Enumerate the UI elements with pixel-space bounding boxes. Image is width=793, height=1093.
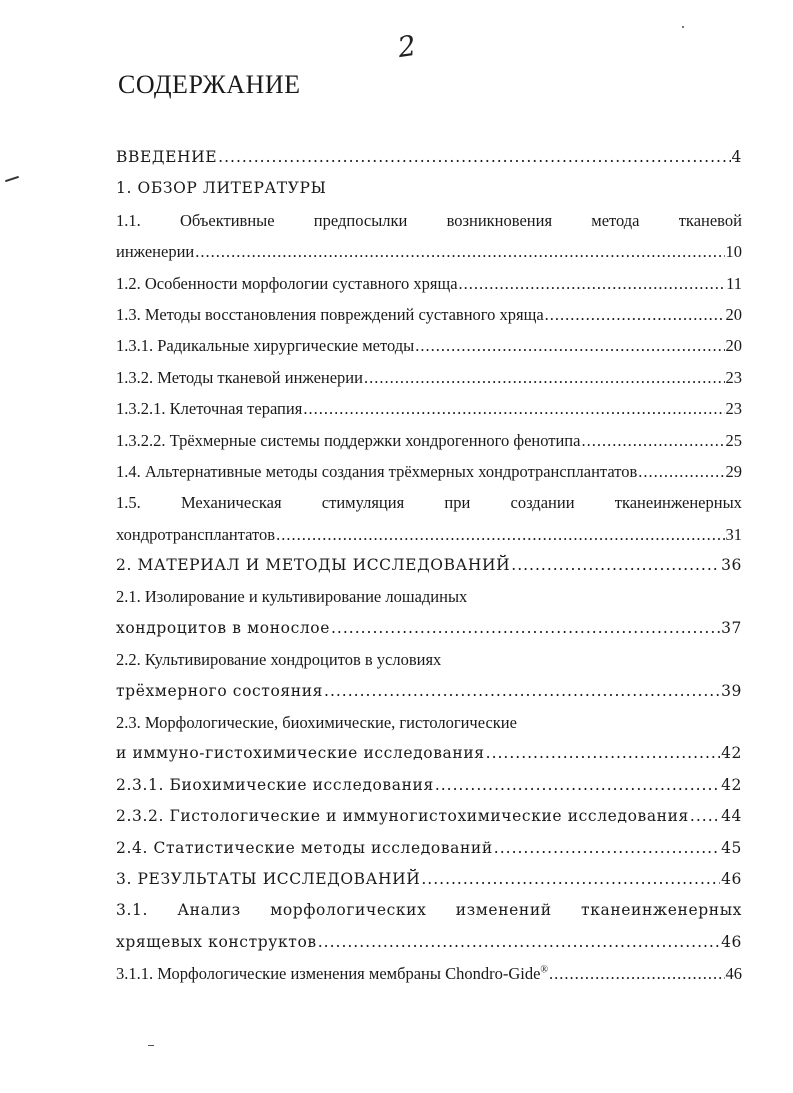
toc-entry: [116, 179, 742, 210]
toc-entry-text: 2.4. Статистические методы исследований: [116, 838, 493, 857]
scan-speck: [148, 1045, 154, 1046]
toc-word: 3.1.: [116, 901, 148, 920]
toc-entry: [116, 744, 742, 775]
toc-entry-text: 1.3.1. Радикальные хирургические методы: [116, 336, 415, 356]
dot-leader: [195, 242, 724, 262]
toc-page-number: 37: [721, 618, 742, 637]
toc-entry-text: 1.3.2.2. Трёхмерные системы поддержки хондрогенного фенотипа: [116, 430, 581, 450]
toc-word: метода: [591, 210, 640, 230]
toc-entry: [116, 933, 742, 964]
toc-page-number: 29: [725, 461, 742, 481]
toc-page-number: 31: [725, 524, 742, 544]
toc-page-number: 4: [731, 148, 742, 166]
toc-entry: [116, 901, 742, 932]
toc-word: 1.1.: [116, 210, 141, 230]
dot-leader: [690, 807, 720, 825]
dot-leader: [549, 964, 724, 984]
toc-entry-text: 1.3.2.1. Клеточная терапия: [116, 399, 303, 419]
dot-leader: [331, 619, 720, 637]
toc-page-number: 20: [725, 336, 742, 356]
toc-entry-text: 2.3.1. Биохимические исследования: [116, 775, 434, 794]
dot-leader: [364, 368, 725, 388]
toc-entry-text: 2. МАТЕРИАЛ И МЕТОДЫ ИССЛЕДОВАНИЙ: [116, 556, 511, 575]
toc-word: при: [444, 493, 471, 513]
toc-page-number: 46: [721, 869, 742, 888]
toc-entry: [116, 148, 742, 179]
toc-entry-text: 3. РЕЗУЛЬТАТЫ ИССЛЕДОВАНИЙ: [116, 869, 421, 888]
dot-leader: [435, 776, 720, 794]
toc-word: 1.5.: [116, 493, 141, 513]
dot-leader: [318, 933, 720, 951]
toc-page-number: 39: [721, 681, 742, 700]
toc-entry: [116, 870, 742, 901]
toc-entry: [116, 336, 742, 367]
toc-word: тканеинженерных: [614, 493, 742, 513]
toc-entry-text: 2.3.2. Гистологические и иммуногистохимические исследования: [116, 807, 689, 826]
toc-page-number: 20: [725, 304, 742, 324]
toc-entry: [116, 242, 742, 273]
toc-entry: [116, 431, 742, 462]
toc-entry-text: 1.3. Методы восстановления повреждений суставного хряща: [116, 304, 544, 324]
toc-entry: [116, 650, 742, 681]
toc-word: изменений: [455, 901, 552, 920]
toc-word: Анализ: [177, 901, 241, 920]
toc-entry: [116, 713, 742, 744]
toc-page-number: 42: [721, 744, 742, 763]
toc-word: Объективные: [179, 210, 275, 230]
toc-entry-text: хрящевых конструктов: [116, 932, 317, 951]
toc-entry: [116, 368, 742, 399]
page-title: СОДЕРЖАНИЕ: [118, 70, 301, 99]
toc-entry-text: 1.3.2. Методы тканевой инженерии: [116, 367, 363, 387]
dot-leader: [324, 682, 720, 700]
toc-page-number: 23: [725, 367, 742, 387]
scan-speck: [682, 26, 684, 28]
toc-entry-text: хондроцитов в монослое: [116, 618, 330, 637]
toc-entry-text: хондротрансплантатов: [116, 524, 276, 544]
toc-entry-text: и иммуно-гистохимические исследования: [116, 744, 485, 763]
margin-mark: [5, 176, 19, 182]
dot-leader: [494, 839, 720, 857]
toc-entry-text: инженерии: [116, 242, 195, 262]
toc-entry: [116, 399, 742, 430]
toc-page-number: 45: [721, 838, 742, 857]
toc-entry: [116, 493, 742, 524]
dot-leader: [486, 744, 720, 762]
toc-word: предпосылки: [313, 210, 408, 230]
toc-word: морфологических: [270, 901, 427, 920]
toc-entry-text: 2.1. Изолирование и культивирование лошадиных: [116, 587, 468, 607]
toc-page-number: 46: [725, 964, 742, 984]
toc-entry-text: 2.3. Морфологические, биохимические, гистологические: [116, 713, 517, 733]
toc-entry: [116, 556, 742, 587]
toc-entry: [116, 305, 742, 336]
registered-mark: ®: [540, 964, 549, 976]
toc-entry-text: 3.1.1. Морфологические изменения мембраны Chondro-Gide®: [116, 964, 549, 984]
dot-leader: [511, 556, 720, 574]
toc-entry-text: 2.2. Культивирование хондроцитов в условиях: [116, 650, 442, 670]
toc-word: Механическая: [180, 493, 282, 513]
toc-entry: [116, 525, 742, 556]
toc-word: возникновения: [446, 210, 553, 230]
dot-leader: [276, 525, 724, 545]
dot-leader: [421, 870, 720, 888]
toc-page-number: 42: [721, 775, 742, 794]
toc-entry: [116, 807, 742, 838]
dot-leader: [415, 336, 724, 356]
toc-entry: [116, 776, 742, 807]
toc-page-number: 25: [725, 430, 742, 450]
toc-entry-text: 1.2. Особенности морфологии суставного хряща: [116, 273, 458, 293]
dot-leader: [638, 462, 724, 482]
dot-leader: [545, 305, 725, 325]
dot-leader: [581, 431, 724, 451]
toc-word: стимуляция: [321, 493, 405, 513]
toc-word: создании: [510, 493, 575, 513]
toc-entry-text: 1. ОБЗОР ЛИТЕРАТУРЫ: [116, 179, 327, 198]
toc-entry-text: трёхмерного состояния: [116, 681, 324, 700]
dot-leader: [303, 399, 724, 419]
toc-word: тканеинженерных: [581, 901, 742, 920]
toc-entry: [116, 964, 742, 995]
toc-entry-text: 1.4. Альтернативные методы создания трёхмерных хондротрансплантатов: [116, 461, 638, 481]
toc-entry: [116, 462, 742, 493]
toc-entry: [116, 839, 742, 870]
toc-entry: [116, 274, 742, 305]
toc-entry: [116, 682, 742, 713]
toc-entry: [116, 587, 742, 618]
dot-leader: [218, 148, 730, 166]
toc-page-number: 44: [721, 807, 742, 826]
toc-entry-text: ВВЕДЕНИЕ: [116, 148, 218, 166]
handwritten-page-number: 2: [395, 28, 419, 65]
toc-entry-text: [116, 901, 742, 919]
dot-leader: [459, 274, 726, 294]
toc-entry: [116, 211, 742, 242]
toc-page-number: 23: [725, 399, 742, 419]
toc-entry-text: [116, 211, 742, 231]
toc-page-number: 10: [725, 242, 742, 262]
toc-page-number: 46: [721, 932, 742, 951]
toc-entry-text: [116, 493, 742, 513]
table-of-contents: [116, 148, 742, 996]
toc-entry: [116, 619, 742, 650]
toc-page-number: 36: [721, 556, 742, 575]
toc-page-number: 11: [726, 273, 742, 293]
toc-word: тканевой: [678, 210, 742, 230]
